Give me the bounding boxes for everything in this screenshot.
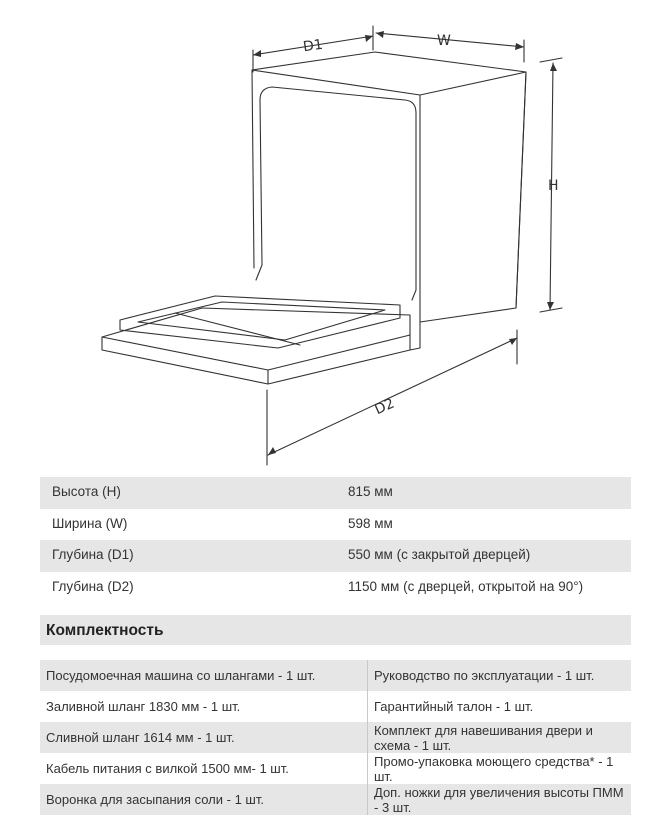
spec-row-depth-d2: [40, 572, 631, 604]
spec-label: Высота (H): [52, 484, 121, 499]
kit-row: [40, 722, 631, 753]
spec-row-width: [40, 509, 631, 541]
spec-value: 598 мм: [348, 515, 393, 531]
kit-item-right: Комплект для навешивания двери и схема - 1 шт.: [367, 722, 631, 753]
kit-row: [40, 660, 631, 691]
h-label: H: [548, 178, 559, 194]
kit-item-left: Заливной шланг 1830 мм - 1 шт.: [46, 699, 241, 714]
cabinet-right-side: [420, 72, 526, 322]
spec-value: 815 мм: [348, 484, 393, 499]
kit-row: [40, 753, 631, 784]
cabinet-back-edge: [252, 70, 254, 268]
kit-title-text: Комплектность: [46, 622, 164, 639]
dimensions-table: [40, 477, 631, 603]
w-label: W: [437, 33, 451, 49]
kit-row: [40, 784, 631, 815]
kit-item-left: Воронка для засыпания соли - 1 шт.: [46, 792, 264, 807]
spec-label: Ширина (W): [52, 515, 128, 531]
spec-value: 550 мм (с закрытой дверцей): [348, 547, 531, 562]
spec-label: Глубина (D2): [52, 578, 134, 594]
spec-label: Глубина (D1): [52, 547, 134, 562]
kit-item-right: Промо-упаковка моющего средства* - 1 шт.: [367, 753, 631, 784]
kit-table: [40, 660, 631, 815]
kit-row: [40, 691, 631, 722]
kit-item-right: Руководство по эксплуатации - 1 шт.: [367, 660, 631, 691]
spec-row-height: [40, 477, 631, 509]
spec-value: 1150 мм (с дверцей, открытой на 90°): [348, 578, 584, 594]
door-opening-frame: [260, 87, 416, 290]
d2-label: D2: [372, 395, 397, 419]
kit-item-left: Посудомоечная машина со шлангами - 1 шт.: [46, 668, 316, 683]
kit-item-right: Доп. ножки для увеличения высоты ПММ - 3 шт.: [367, 784, 631, 815]
d2-dimension-line: [268, 338, 517, 455]
kit-item-left: Сливной шланг 1614 мм - 1 шт.: [46, 730, 235, 745]
kit-item-left: Кабель питания с вилкой 1500 мм- 1 шт.: [46, 761, 289, 776]
spec-row-depth-d1: [40, 540, 631, 572]
kit-item-right: Гарантийный талон - 1 шт.: [367, 691, 631, 722]
d1-label: D1: [302, 36, 324, 56]
kit-section-title: [40, 615, 631, 645]
